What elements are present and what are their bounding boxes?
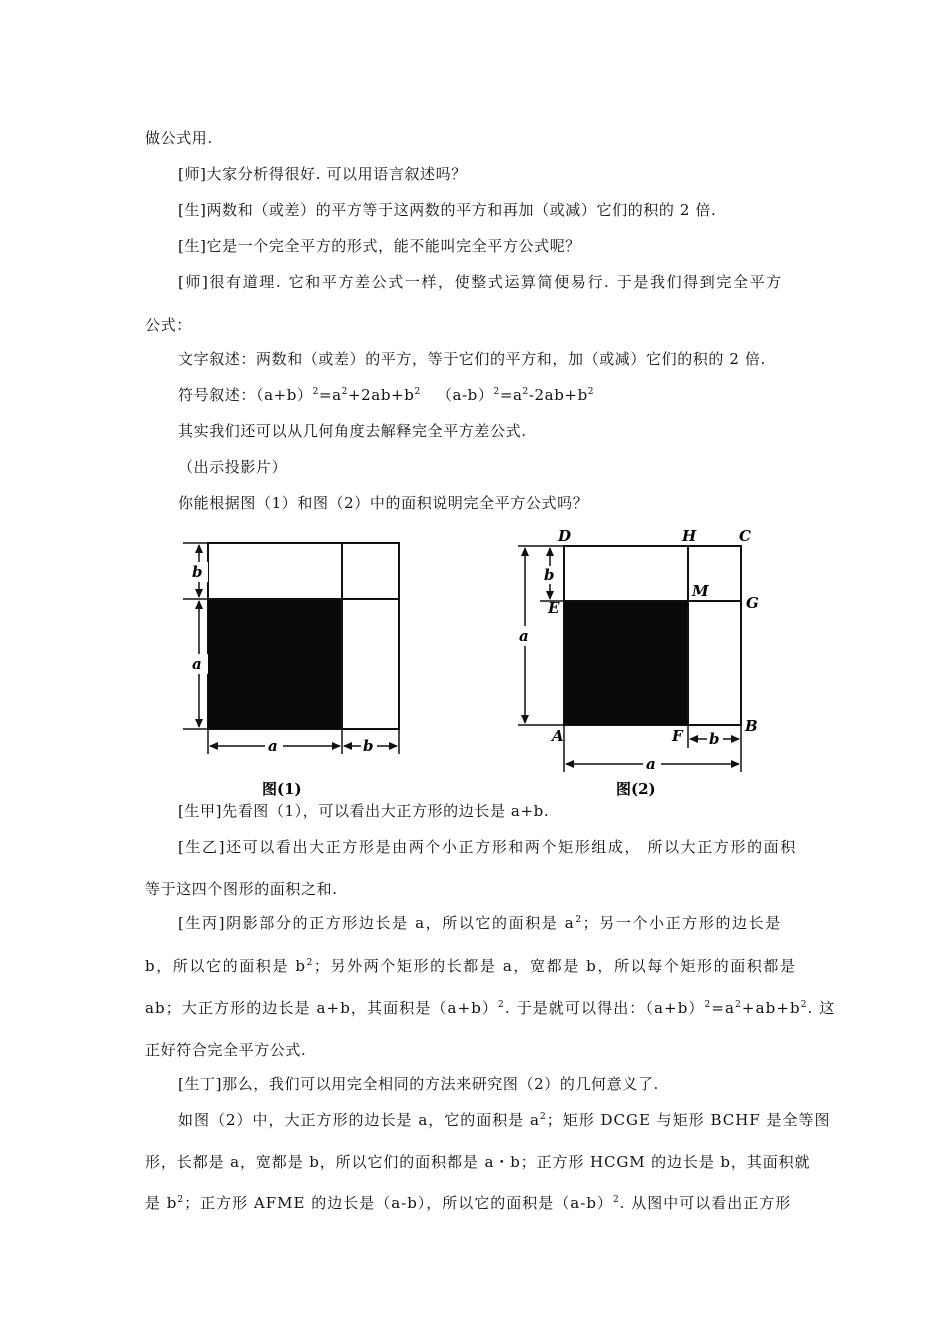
- paragraph-line: 等于这四个图形的面积之和.: [145, 880, 338, 898]
- paragraph-line: [生乙]还可以看出大正方形是由两个小正方形和两个矩形组成， 所以大正方形的面积: [178, 838, 797, 856]
- paragraph-line: [师]大家分析得很好. 可以用语言叙述吗？: [178, 165, 467, 183]
- text-run: . 从图中可以看出正方形: [619, 1194, 792, 1212]
- formula-text: -2ab+b: [528, 386, 588, 404]
- superscript: 2: [539, 1112, 547, 1122]
- paragraph-line: 文字叙述：两数和（或差）的平方，等于它们的平方和，加（或减）它们的积的 2 倍.: [178, 350, 766, 368]
- text-run: 如图（2）中，大正方形的边长是 a，它的面积是 a: [178, 1111, 540, 1129]
- paragraph-line: [178, 913, 782, 933]
- label-b-left: b: [192, 563, 203, 581]
- formula-text: =a: [318, 386, 342, 404]
- label-b-left: b: [544, 566, 555, 584]
- label-b-bottom: b: [363, 737, 374, 755]
- label-a-left: a: [192, 655, 202, 673]
- paragraph-line: [生]两数和（或差）的平方等于这两数的平方和再加（或减）它们的积的 2 倍.: [178, 201, 717, 219]
- arrowhead: [731, 760, 740, 768]
- point-label-B: B: [745, 717, 758, 735]
- point-label-E: E: [548, 599, 560, 617]
- superscript: 2: [306, 958, 314, 968]
- superscript: 2: [498, 1000, 505, 1010]
- paragraph-line: [师]很有道理. 它和平方差公式一样，使整式运算简便易行. 于是我们得到完全平方: [178, 273, 783, 291]
- superscript: 2: [735, 1000, 742, 1010]
- point-label-H: H: [682, 527, 697, 545]
- text-run: ；另外两个矩形的长都是 a，宽都是 b，所以每个矩形的面积都是: [313, 957, 797, 975]
- figure-1-caption: 图(1): [262, 780, 302, 798]
- point-label-F: F: [672, 727, 683, 745]
- paragraph-line: 正好符合完全平方公式.: [145, 1041, 307, 1059]
- arrowhead: [195, 600, 203, 609]
- point-label-D: D: [558, 527, 572, 545]
- text-run: ab；大正方形的边长是 a+b，其面积是（a+b）: [145, 999, 499, 1017]
- superscript: 2: [177, 1195, 185, 1205]
- paragraph-line: [145, 998, 835, 1018]
- arrowhead: [209, 742, 218, 750]
- superscript: 2: [612, 1195, 620, 1205]
- superscript: 2: [312, 387, 319, 397]
- superscript: 2: [522, 387, 529, 397]
- arrowhead: [521, 547, 529, 556]
- figure-2-caption: 图(2): [616, 780, 656, 798]
- paragraph-line: [生]它是一个完全平方的形式，能不能叫完全平方公式呢？: [178, 237, 581, 255]
- figure-2: [510, 524, 770, 802]
- paragraph-line: [178, 1110, 830, 1130]
- formula-text: +2ab+b: [348, 386, 415, 404]
- label-b-bottom: b: [709, 730, 720, 748]
- arrowhead: [389, 742, 398, 750]
- arrowhead: [546, 547, 554, 556]
- arrowhead: [195, 719, 203, 728]
- superscript: 2: [493, 387, 500, 397]
- text-run: ；矩形 DCGE 与矩形 BCHF 是全等图: [546, 1111, 831, 1129]
- superscript: 2: [587, 387, 595, 397]
- label-a-bottom: a: [268, 737, 278, 755]
- superscript: 2: [800, 1000, 808, 1010]
- paragraph-line: 其实我们还可以从几何角度去解释完全平方差公式.: [178, 422, 527, 440]
- text-run: [生丙]阴影部分的正方形边长是 a，所以它的面积是 a: [178, 914, 576, 932]
- paragraph-line: [145, 956, 797, 976]
- text-run: b，所以它的面积是 b: [145, 957, 307, 975]
- point-label-M: M: [692, 582, 709, 600]
- paragraph-line: 形，长都是 a，宽都是 b，所以它们的面积都是 a・b；正方形 HCGM 的边长是 b，其面积就: [145, 1153, 811, 1171]
- formula-text: 符号叙述：（a+b）: [178, 386, 313, 404]
- formula-line: [178, 385, 594, 405]
- arrowhead: [521, 715, 529, 724]
- arrowhead: [195, 589, 203, 598]
- arrowhead: [565, 760, 574, 768]
- paragraph-line: [145, 1193, 791, 1213]
- arrowhead: [332, 742, 341, 750]
- paragraph-line: 你能根据图（1）和图（2）中的面积说明完全平方公式吗？: [178, 494, 589, 512]
- text-run: 是 b: [145, 1194, 178, 1212]
- text-run: . 这: [807, 999, 836, 1017]
- arrowhead: [731, 735, 740, 743]
- text-run: +ab+b: [741, 999, 801, 1017]
- text-run: . 于是就可以得出：（a+b）: [504, 999, 705, 1017]
- paragraph-line: [生丁]那么，我们可以用完全相同的方法来研究图（2）的几何意义了.: [178, 1075, 659, 1093]
- point-label-A: A: [552, 727, 564, 745]
- superscript: 2: [341, 387, 348, 397]
- formula-text: =a: [499, 386, 523, 404]
- paragraph-line: 做公式用.: [145, 129, 213, 147]
- shaded-square-AFME: [564, 601, 688, 725]
- superscript: 2: [704, 1000, 712, 1010]
- label-a-bottom: a: [646, 755, 656, 773]
- superscript: 2: [414, 387, 421, 397]
- shaded-square: [208, 599, 342, 729]
- arrowhead: [343, 742, 352, 750]
- arrowhead: [195, 544, 203, 553]
- arrowhead: [689, 735, 698, 743]
- text-run: ；另一个小正方形的边长是: [582, 914, 782, 932]
- formula-text: （a-b）: [420, 386, 494, 404]
- superscript: 2: [575, 915, 583, 925]
- point-label-C: C: [739, 527, 751, 545]
- figure-1: [175, 532, 415, 802]
- point-label-G: G: [746, 594, 759, 612]
- paragraph-line: 公式：: [145, 316, 192, 334]
- paragraph-line: （出示投影片）: [178, 458, 288, 476]
- text-run: =a: [711, 999, 736, 1017]
- label-a-left: a: [519, 627, 529, 645]
- paragraph-line: [生甲]先看图（1），可以看出大正方形的边长是 a+b.: [178, 802, 550, 820]
- text-run: ；正方形 AFME 的边长是（a-b），所以它的面积是（a-b）: [184, 1194, 613, 1212]
